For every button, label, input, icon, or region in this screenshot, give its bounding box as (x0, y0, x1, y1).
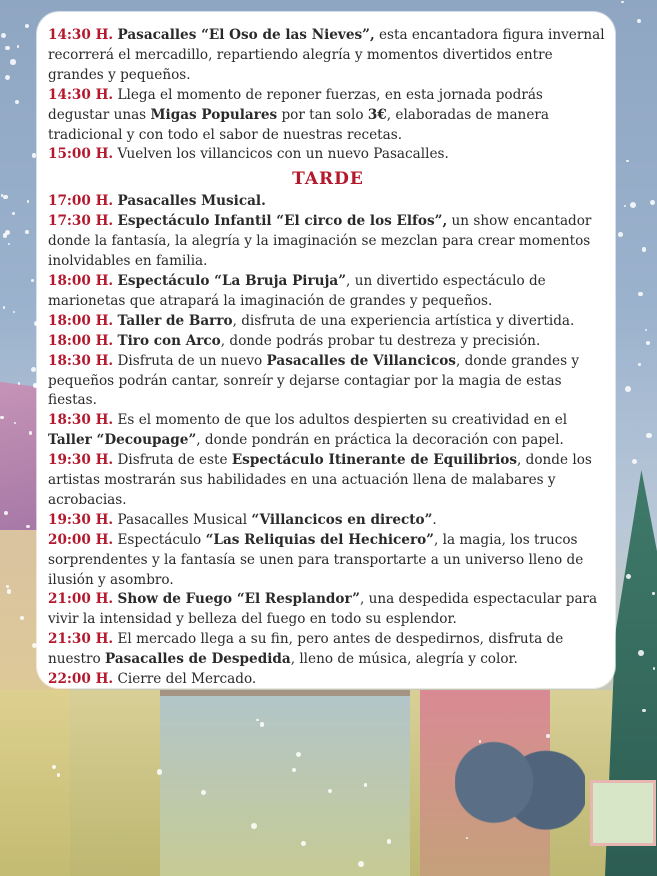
schedule-time: 21:30 H. (48, 631, 114, 648)
schedule-time: 18:30 H. (48, 352, 114, 369)
snowflake (3, 195, 8, 200)
schedule-time: 15:00 H. (48, 146, 114, 163)
schedule-highlight: 3€ (367, 106, 387, 123)
schedule-highlight: Pasacalles de Villancicos (266, 352, 456, 369)
snowflake (251, 823, 257, 829)
schedule-item (48, 272, 608, 312)
schedule-text: Llega el momento de reponer fuerzas, en esta jornada podrás degustar unas (48, 86, 543, 123)
snowflake (13, 311, 15, 313)
snowflake (4, 511, 8, 515)
snowflake (29, 431, 32, 434)
snowflake (1, 33, 6, 38)
schedule-item (48, 531, 608, 591)
schedule-card (37, 12, 615, 688)
snowflake (3, 306, 6, 309)
schedule-highlight: Pasacalles de Despedida (105, 651, 291, 668)
snowflake (621, 1, 624, 4)
schedule-text: un show encantador donde la fantasía, la alegría y la imaginación se mezclan para crear momentos inolvidables en familia. (48, 213, 592, 270)
schedule-text: Disfruta de un nuevo (117, 352, 267, 369)
snowflake (260, 722, 264, 726)
schedule-text: Pasacalles Musical (117, 511, 252, 528)
schedule-text: . (432, 511, 437, 528)
snowflake (8, 243, 10, 245)
section-title-tarde: TARDE (292, 169, 364, 190)
schedule-highlight: Espectáculo Itinerante de Equilibrios (231, 452, 517, 469)
snowflake (630, 202, 636, 208)
snowflake (5, 75, 10, 80)
schedule-item (48, 332, 608, 352)
schedule-item (48, 86, 608, 146)
schedule-list-morning (48, 26, 608, 165)
schedule-content (48, 26, 608, 690)
schedule-text: , donde los artistas mostrarán sus habilidades en una actuación llena de malabares y acrobacias. (48, 452, 592, 508)
snowflake (646, 341, 650, 345)
snowflake (14, 422, 16, 424)
snowflake (52, 765, 56, 769)
snowflake (12, 212, 15, 215)
snowflake (32, 643, 37, 648)
schedule-highlight: Taller “Decoupage” (48, 432, 197, 449)
schedule-item (48, 192, 608, 212)
schedule-time: 14:30 H. (48, 27, 114, 43)
snowflake (638, 363, 641, 366)
schedule-highlight: “Villancicos en directo” (251, 511, 433, 528)
people-figures-illustration (455, 720, 585, 876)
snowflake (15, 100, 19, 104)
schedule-time: 20:00 H. (48, 531, 114, 548)
schedule-text: , donde podrás probar tu destreza y precisión. (220, 332, 541, 349)
snowflake (25, 230, 29, 234)
snowflake (201, 790, 206, 795)
schedule-text: , un divertido espectáculo de marionetas que atrapará la imaginación de grandes y pequeños. (48, 272, 546, 309)
snowflake (646, 433, 652, 439)
snowflake (653, 667, 656, 670)
schedule-time: 21:00 H. (48, 591, 114, 608)
snowflake (26, 525, 30, 529)
schedule-text: , donde grandes y pequeños podrán cantar, sonreír y dejarse contagiar por la magia de estas fiestas. (48, 352, 580, 409)
schedule-text: El mercado llega a su fin, pero antes de despedirnos, disfruta de nuestro (48, 631, 564, 668)
snowflake (7, 589, 12, 594)
schedule-item (48, 212, 608, 272)
schedule-text: Disfruta de este (117, 452, 232, 469)
schedule-time: 17:30 H. (48, 213, 114, 230)
schedule-highlight: Espectáculo Infantil “El circo de los Elfos”, (117, 213, 448, 230)
snowflake (546, 734, 550, 738)
snowflake (638, 650, 644, 656)
schedule-highlight: Taller de Barro (117, 312, 233, 329)
snowflake (292, 768, 296, 772)
schedule-time: 22:00 H. (48, 671, 114, 688)
schedule-highlight: Show de Fuego “El Resplandor” (117, 591, 360, 608)
snowflake (642, 709, 645, 712)
schedule-text: Cierre del Mercado. (117, 671, 257, 688)
snowflake (637, 19, 641, 23)
schedule-highlight: Tiro con Arco (117, 332, 221, 349)
snowflake (17, 45, 20, 48)
snowflake (479, 740, 482, 743)
schedule-item (48, 511, 608, 531)
schedule-text: , lleno de música, alegría y color. (290, 651, 518, 668)
schedule-text: , una despedida espectacular para vivir la intensidad y belleza del fuego en todo su esplendor. (48, 591, 598, 628)
snowflake (256, 719, 258, 721)
snowflake (618, 232, 623, 237)
schedule-item (48, 451, 608, 511)
snowflake (358, 861, 364, 867)
snowflake (57, 773, 61, 777)
snowflake (625, 386, 631, 392)
snowflake (31, 367, 37, 373)
snowflake (638, 292, 642, 296)
schedule-time: 18:30 H. (48, 412, 114, 429)
snowflake (25, 24, 29, 28)
schedule-text: Vuelven los villancicos con un nuevo Pasacalles. (117, 146, 449, 163)
schedule-time: 18:00 H. (48, 312, 114, 329)
market-stall-illustration (160, 690, 410, 876)
schedule-text: , disfruta de una experiencia artística y divertida. (232, 312, 575, 329)
schedule-highlight: Pasacalles “El Oso de las Nieves”, (117, 27, 375, 43)
schedule-text: Es el momento de que los adultos despierten su creatividad en el (117, 412, 568, 429)
snowflake (32, 153, 36, 157)
snowflake (624, 205, 626, 207)
schedule-text: , elaboradas de manera tradicional y con todo el sabor de nuestras recetas. (48, 106, 549, 143)
schedule-time: 19:30 H. (48, 452, 114, 469)
schedule-item (48, 312, 608, 332)
snowflake (626, 160, 628, 162)
schedule-text: esta encantadora figura invernal recorrerá el mercadillo, repartiendo alegría y momentos divertidos entre grandes y pequeños. (48, 27, 605, 83)
schedule-item (48, 352, 608, 412)
schedule-text: , donde pondrán en práctica la decoración con papel. (196, 432, 564, 449)
schedule-time: 17:00 H. (48, 193, 114, 210)
schedule-highlight: Migas Populares (150, 106, 278, 123)
schedule-text: por tan solo (277, 106, 368, 123)
schedule-time: 14:30 H. (48, 86, 114, 103)
schedule-item (48, 26, 608, 86)
snowflake (650, 200, 655, 205)
schedule-item (48, 411, 608, 451)
schedule-time: 18:00 H. (48, 332, 114, 349)
snowflake (652, 592, 654, 594)
schedule-item (48, 590, 608, 630)
schedule-item (48, 630, 608, 670)
snowflake (632, 459, 637, 464)
schedule-list-afternoon (48, 192, 608, 690)
snowflake (642, 247, 646, 251)
snowflake (27, 200, 29, 202)
schedule-time: 18:00 H. (48, 272, 114, 289)
snowflake (10, 59, 16, 65)
snowflake (3, 233, 8, 238)
schedule-time: 19:30 H. (48, 511, 114, 528)
snowflake (301, 841, 306, 846)
snowflake (5, 46, 9, 50)
snowflake (645, 329, 647, 331)
snowflake (31, 279, 34, 282)
schedule-highlight: Pasacalles Musical. (117, 193, 266, 210)
schedule-highlight: “Las Reliquias del Hechicero” (205, 531, 434, 548)
schedule-highlight: Espectáculo “La Bruja Piruja” (117, 272, 347, 289)
gift-box-illustration (590, 780, 656, 846)
schedule-text: , la magia, los trucos sorprendentes y la fantasía se unen para transportarte a un universo lleno de ilusión y asombro. (48, 531, 584, 588)
schedule-text: Espectáculo (117, 531, 206, 548)
schedule-item (48, 145, 608, 165)
schedule-item (48, 670, 608, 690)
